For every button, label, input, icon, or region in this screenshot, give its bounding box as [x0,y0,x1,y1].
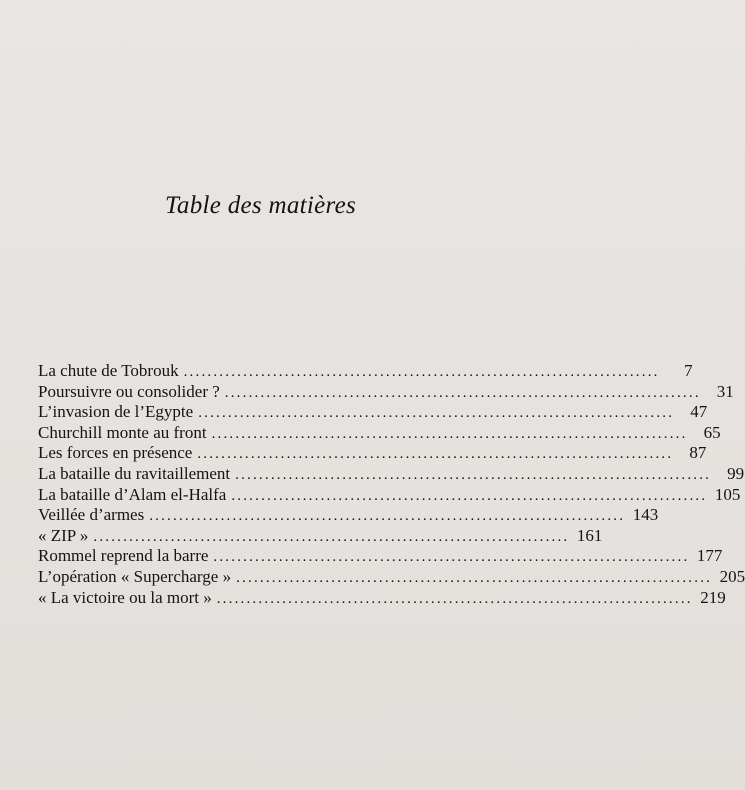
toc-entry-title: Churchill monte au front [38,422,207,442]
dot-leader: ................................................................................ [213,549,690,566]
dot-leader: ................................................................................ [231,487,708,504]
toc-entry-title: Poursuivre ou consolider ? [38,381,220,401]
toc-entry [38,484,741,506]
toc-entry [38,505,659,526]
toc-entry [38,402,708,423]
toc-entry [38,525,603,547]
dot-leader: ................................................................................ [216,590,693,607]
toc-entry-page: 99 [727,463,745,483]
dot-leader: ................................................................................ [149,508,626,525]
dot-leader: ................................................................................ [198,405,675,422]
toc-entry-page: 105 [714,484,741,504]
dot-leader: ................................................................................ [236,569,713,586]
toc-entry-page: 177 [696,546,723,566]
toc-entry-page: 219 [700,587,726,607]
toc-entry [38,587,726,609]
toc-entry-page: 161 [576,525,603,545]
toc-entry-title: L’opération « Supercharge » [38,566,232,586]
toc-entry-title: Rommel reprend la barre [38,546,209,566]
toc-entry-title: Les forces en présence [38,443,193,463]
toc-entry-title: Veillée d’armes [38,505,145,525]
toc-entry-page: 47 [690,402,708,422]
dot-leader: ................................................................................ [183,364,660,380]
toc-entry [38,381,734,403]
dot-leader: ................................................................................ [197,446,674,463]
dot-leader: ................................................................................ [211,425,688,442]
toc-entry [38,566,745,588]
dot-leader: ................................................................................ [235,466,712,483]
table-of-contents [38,361,745,608]
dot-leader: ................................................................................ [93,528,570,545]
toc-entry-page: 205 [719,566,745,586]
toc-entry-page: 7 [684,361,693,380]
toc-entry-title: « ZIP » [38,525,89,545]
toc-entry [38,546,723,567]
toc-entry-page: 65 [703,422,721,442]
toc-entry [38,422,721,444]
dot-leader: ................................................................................ [224,384,701,401]
toc-entry-title: « La victoire ou la mort » [38,587,212,607]
toc-entry-title: La bataille d’Alam el-Halfa [38,484,227,504]
toc-entry-title: La chute de Tobrouk [38,361,179,380]
page-title: Table des matières [165,192,357,219]
toc-entry [38,361,693,382]
toc-entry-title: La bataille du ravitaillement [38,463,231,483]
toc-entry-page: 143 [632,505,659,525]
toc-entry-page: 87 [689,443,707,463]
toc-entry-title: L’invasion de l’Egypte [38,402,194,422]
toc-entry-page: 31 [716,381,734,401]
toc-entry [38,443,707,464]
toc-entry [38,463,745,485]
